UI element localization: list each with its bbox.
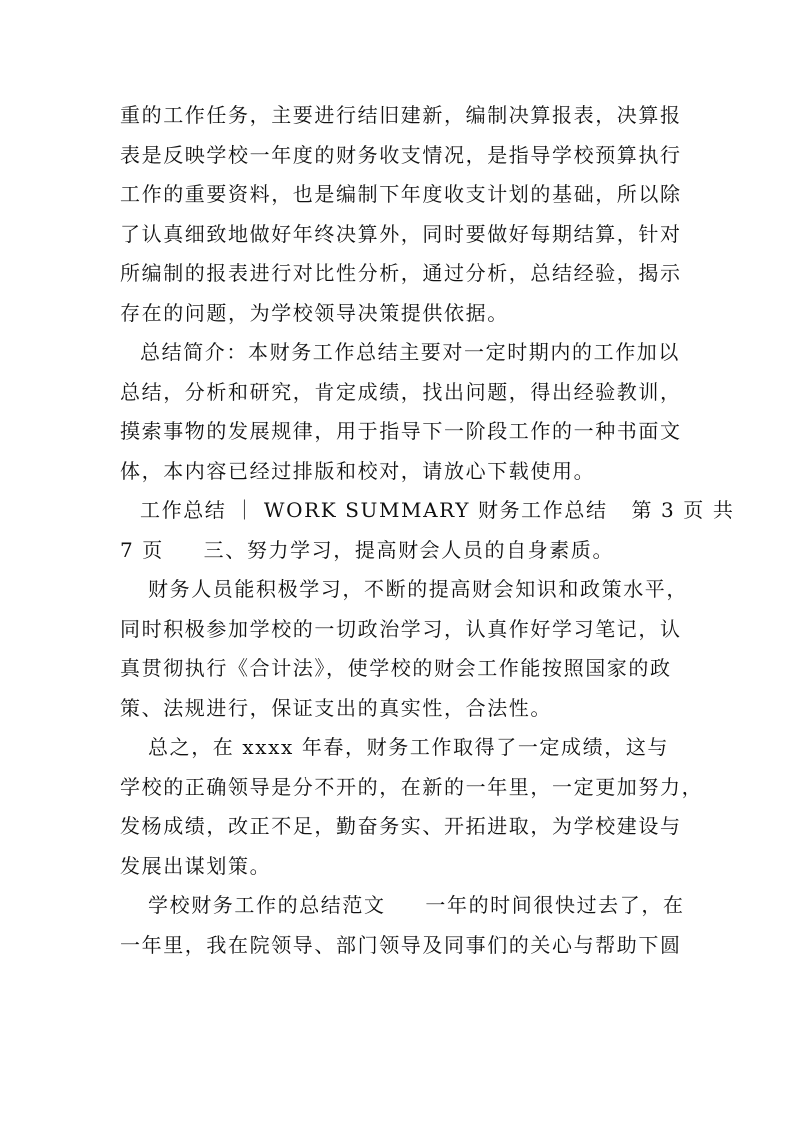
text-line: 发杨成绩，改正不足，勤奋务实、开拓进取，为学校建设与 <box>120 814 682 838</box>
text-line: 摸索事物的发展规律，用于指导下一阶段工作的一种书面文 <box>120 419 682 443</box>
text-line: 总结简介：本财务工作总结主要对一定时期内的工作加以 <box>140 340 680 364</box>
text-line: 策、法规进行，保证支出的真实性，合法性。 <box>120 695 552 720</box>
text-line: 财务人员能积极学习，不断的提高财会知识和政策水平， <box>148 577 688 601</box>
text-line: 真贯彻执行《合计法》，使学校的财会工作能按照国家的政 <box>120 656 672 680</box>
text-line: 总结，分析和研究，肯定成绩，找出问题，得出经验教训， <box>120 379 682 404</box>
text-line: 发展出谋划策。 <box>120 853 272 878</box>
section-heading-line: 7 页 三、努力学习，提高财会人员的自身素质。 <box>120 537 615 562</box>
text-line: 总之，在 xxxx 年春，财务工作取得了一定成绩，这与 <box>148 735 670 759</box>
document-body <box>120 96 735 965</box>
text-line: 所编制的报表进行对比性分析，通过分析，总结经验，揭示 <box>120 261 682 285</box>
text-line: 工作的重要资料，也是编制下年度收支计划的基础，所以除 <box>120 182 682 206</box>
text-line: 一年里，我在院领导、部门领导及同事们的关心与帮助下圆 <box>120 932 682 957</box>
page-header-line: 工作总结 ｜ WORK SUMMARY 财务工作总结 第 3 页 共 <box>140 498 735 522</box>
text-line: 同时积极参加学校的一切政治学习，认真作好学习笔记，认 <box>120 616 682 641</box>
text-line: 体，本内容已经过排版和校对，请放心下载使用。 <box>120 458 596 483</box>
text-line: 学校的正确领导是分不开的，在新的一年里，一定更加努力， <box>120 774 704 799</box>
text-line: 重的工作任务，主要进行结旧建新，编制决算报表，决算报 <box>120 103 682 127</box>
text-line: 存在的问题，为学校领导决策提供依据。 <box>120 300 509 325</box>
text-line: 了认真细致地做好年终决算外，同时要做好每期结算，针对 <box>120 221 682 246</box>
text-line: 表是反映学校一年度的财务收支情况，是指导学校预算执行 <box>120 142 682 167</box>
text-line: 学校财务工作的总结范文 一年的时间很快过去了，在 <box>148 893 685 917</box>
